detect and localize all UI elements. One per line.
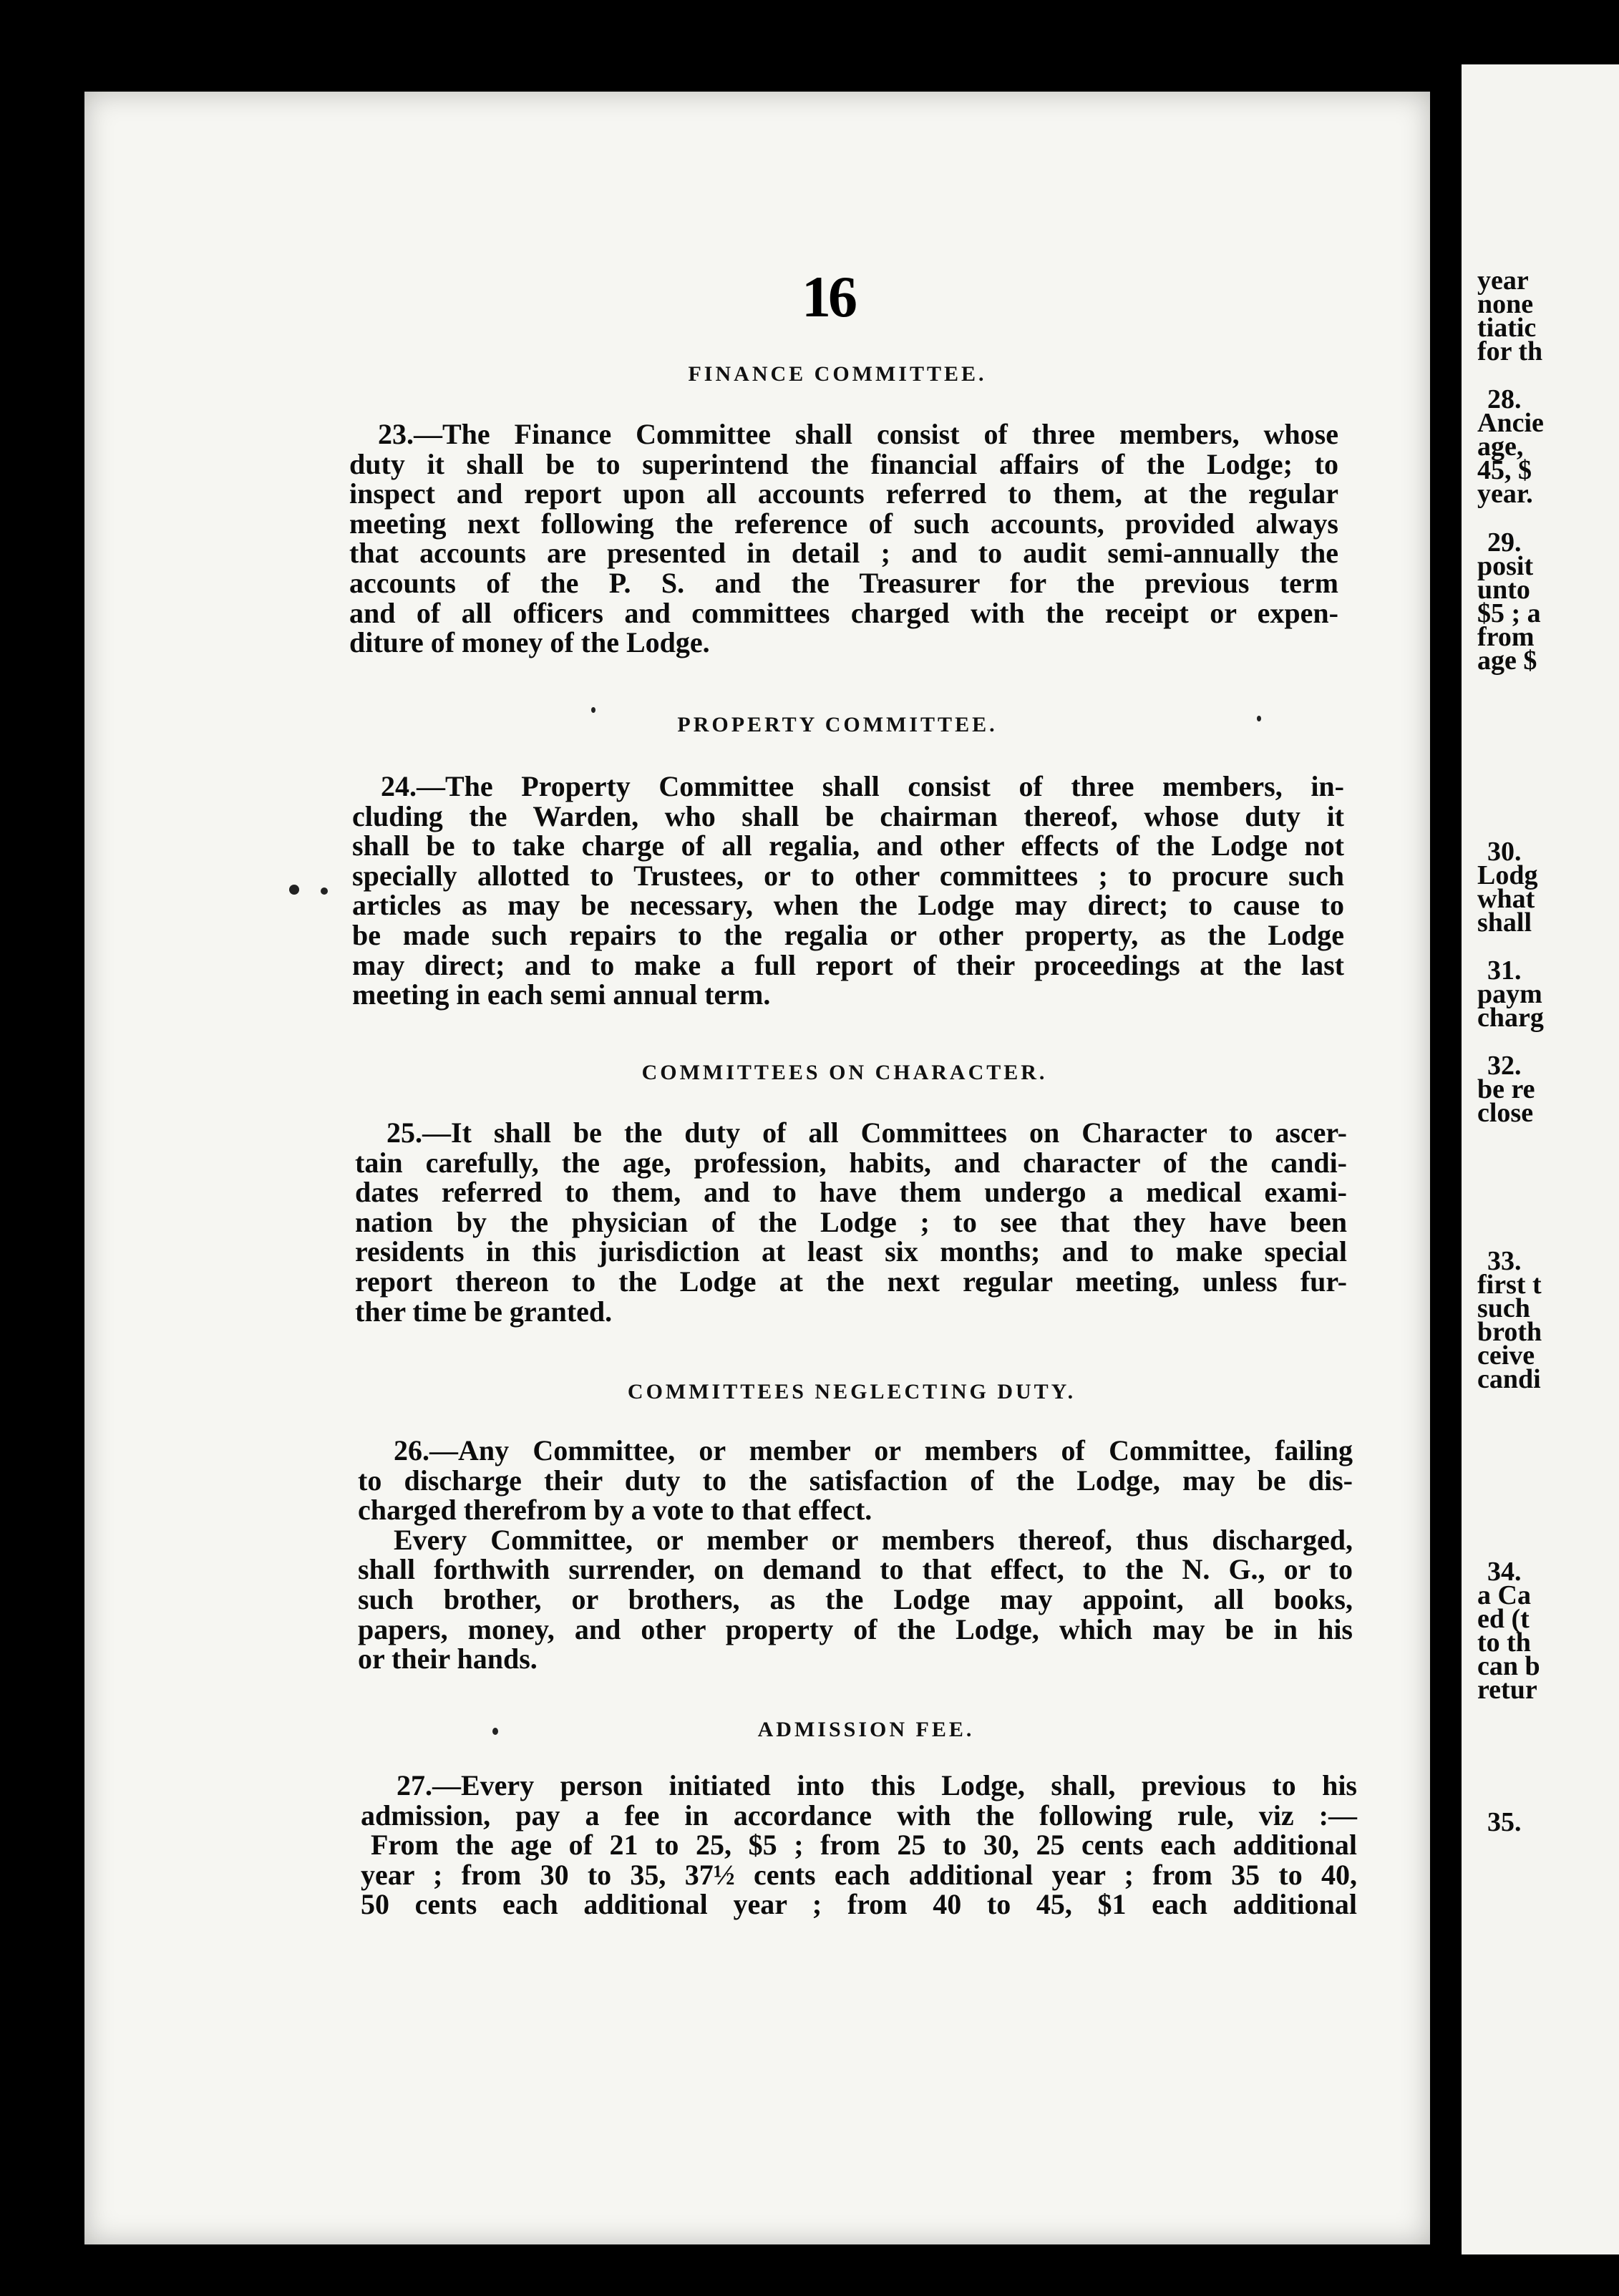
ink-speck — [591, 707, 595, 713]
text-line: articles as may be necessary, when the Lodge may direct; to cause to — [352, 889, 1344, 922]
ink-speck — [1257, 716, 1261, 721]
right-page-edge — [1462, 64, 1619, 2254]
right-page-fragment: none — [1477, 289, 1534, 319]
text-line: residents in this jurisdiction at least six months; and to make special — [355, 1235, 1347, 1268]
right-page-fragment: ceive — [1477, 1341, 1535, 1371]
right-page-fragment: tiatic — [1477, 313, 1537, 343]
text-line: diture of money of the Lodge. — [349, 626, 710, 659]
paragraph-24 — [352, 772, 1344, 1010]
right-page-fragment: $5 ; a — [1477, 598, 1541, 628]
section-heading-character: COMMITTEES ON CHARACTER. — [641, 1061, 1048, 1084]
text-line: From the age of 21 to 25, $5 ; from 25 to 30, 25 cents each additional — [371, 1829, 1357, 1862]
text-line: charged therefrom by a vote to that effect. — [358, 1494, 872, 1527]
right-page-fragment: to th — [1477, 1628, 1531, 1658]
text-line: such brother, or brothers, as the Lodge may appoint, all books, — [358, 1582, 1353, 1615]
right-page-fragment: a Ca — [1477, 1580, 1531, 1610]
right-page-fragment: retur — [1477, 1675, 1537, 1705]
text-line: shall forthwith surrender, on demand to that effect, to the N. G., or to — [358, 1553, 1353, 1586]
right-page-fragment: from — [1477, 622, 1535, 652]
right-page-fragment: Ancie — [1477, 408, 1544, 438]
right-page-fragment: 31. — [1487, 955, 1522, 986]
right-page-fragment: 32. — [1487, 1051, 1522, 1081]
text-line: nation by the physician of the Lodge ; to see that they have been — [355, 1205, 1347, 1238]
right-page-fragment: posit — [1477, 551, 1534, 581]
right-page-fragment: age, — [1477, 432, 1524, 462]
right-page-fragment: unto — [1477, 575, 1530, 605]
text-line: 50 cents each additional year ; from 40 to 45, $1 each additional — [361, 1888, 1357, 1921]
right-page-fragment: paym — [1477, 979, 1542, 1009]
text-line: shall be to take charge of all regalia, and other effects of the Lodge not — [352, 830, 1344, 862]
right-page-fragment: 30. — [1487, 837, 1522, 867]
paragraph-23 — [349, 419, 1338, 658]
right-page-fragment: 34. — [1487, 1557, 1522, 1587]
right-page-fragment: first t — [1477, 1270, 1542, 1300]
text-line: 26.—Any Committee, or member or members of Committee, failing — [394, 1434, 1353, 1466]
right-page-fragment: year. — [1477, 479, 1533, 509]
text-line: to discharge their duty to the satisfaction of the Lodge, may be dis- — [358, 1464, 1353, 1497]
right-page-fragment: charg — [1477, 1003, 1544, 1033]
text-line: meeting in each semi annual term. — [352, 978, 771, 1011]
right-page-fragment: 28. — [1487, 384, 1522, 414]
section-heading-neglecting-duty: COMMITTEES NEGLECTING DUTY. — [627, 1380, 1076, 1404]
text-line: year ; from 30 to 35, 37½ cents each additional year ; from 35 to 40, — [361, 1858, 1357, 1891]
text-line: cluding the Warden, who shall be chairman thereof, whose duty it — [352, 799, 1344, 832]
right-page-fragment: such — [1477, 1293, 1530, 1323]
section-heading-finance: FINANCE COMMITTEE. — [688, 362, 987, 386]
text-line: ther time be granted. — [355, 1295, 613, 1328]
right-page-fragment: 29. — [1487, 527, 1522, 558]
text-line: Every Committee, or member or members thereof, thus discharged, — [394, 1523, 1353, 1556]
right-page-fragment: age $ — [1477, 646, 1537, 676]
section-heading-property: PROPERTY COMMITTEE. — [677, 713, 998, 736]
right-page-fragment: ed (t — [1477, 1604, 1530, 1634]
right-page-fragment: 45, $ — [1477, 455, 1532, 485]
text-line: that accounts are presented in detail ; and to audit semi-annually the — [349, 537, 1338, 570]
ink-speck — [289, 885, 299, 895]
right-page-fragment: close — [1477, 1098, 1534, 1128]
text-line: 24.—The Property Committee shall consist of three members, in- — [381, 770, 1344, 802]
text-line: 27.—Every person initiated into this Lodge, shall, previous to his — [397, 1769, 1357, 1801]
ink-speck — [492, 1728, 498, 1735]
right-page-fragment: broth — [1477, 1317, 1542, 1347]
right-page-fragment: what — [1477, 884, 1535, 914]
text-line: and of all officers and committees charged with the receipt or expen- — [349, 596, 1338, 629]
section-heading-admission-fee: ADMISSION FEE. — [757, 1718, 975, 1741]
text-line: duty it shall be to superintend the financial affairs of the Lodge; to — [349, 447, 1338, 480]
right-page-fragment: 33. — [1487, 1246, 1522, 1276]
right-page-fragment: shall — [1477, 908, 1532, 938]
text-line: accounts of the P. S. and the Treasurer for the previous term — [349, 566, 1338, 599]
text-line: admission, pay a fee in accordance with the following rule, viz :— — [361, 1799, 1357, 1832]
right-page-fragment: Lodg — [1477, 860, 1538, 890]
right-page-fragment: for th — [1477, 336, 1543, 366]
text-line: specially allotted to Trustees, or to other committees ; to procure such — [352, 859, 1344, 892]
ink-speck — [321, 887, 328, 895]
text-line: inspect and report upon all accounts referred to them, at the regular — [349, 477, 1338, 510]
right-page-fragment: be re — [1477, 1074, 1535, 1104]
right-page-fragment: candi — [1477, 1364, 1541, 1394]
text-line: tain carefully, the age, profession, habits, and character of the candi- — [355, 1146, 1347, 1179]
right-page-fragment: year — [1477, 266, 1529, 296]
text-line: be made such repairs to the regalia or other property, as the Lodge — [352, 918, 1344, 951]
text-line: 25.—It shall be the duty of all Committees on Character to ascer- — [386, 1117, 1347, 1149]
text-line: 23.—The Finance Committee shall consist of three members, whose — [378, 418, 1338, 450]
right-page-fragment: can b — [1477, 1651, 1540, 1681]
text-line: or their hands. — [358, 1643, 538, 1675]
text-line: dates referred to them, and to have them undergo a medical exami- — [355, 1176, 1347, 1209]
right-page-fragment: 35. — [1487, 1807, 1522, 1837]
text-line: meeting next following the reference of such accounts, provided always — [349, 507, 1338, 540]
text-line: may direct; and to make a full report of their proceedings at the last — [352, 948, 1344, 981]
page-number: 16 — [802, 264, 855, 329]
paragraph-25 — [355, 1118, 1347, 1326]
text-line: papers, money, and other property of the Lodge, which may be in his — [358, 1612, 1353, 1645]
paragraph-26 — [358, 1436, 1353, 1674]
paragraph-27 — [361, 1771, 1357, 1920]
text-line: report thereon to the Lodge at the next regular meeting, unless fur- — [355, 1265, 1347, 1298]
